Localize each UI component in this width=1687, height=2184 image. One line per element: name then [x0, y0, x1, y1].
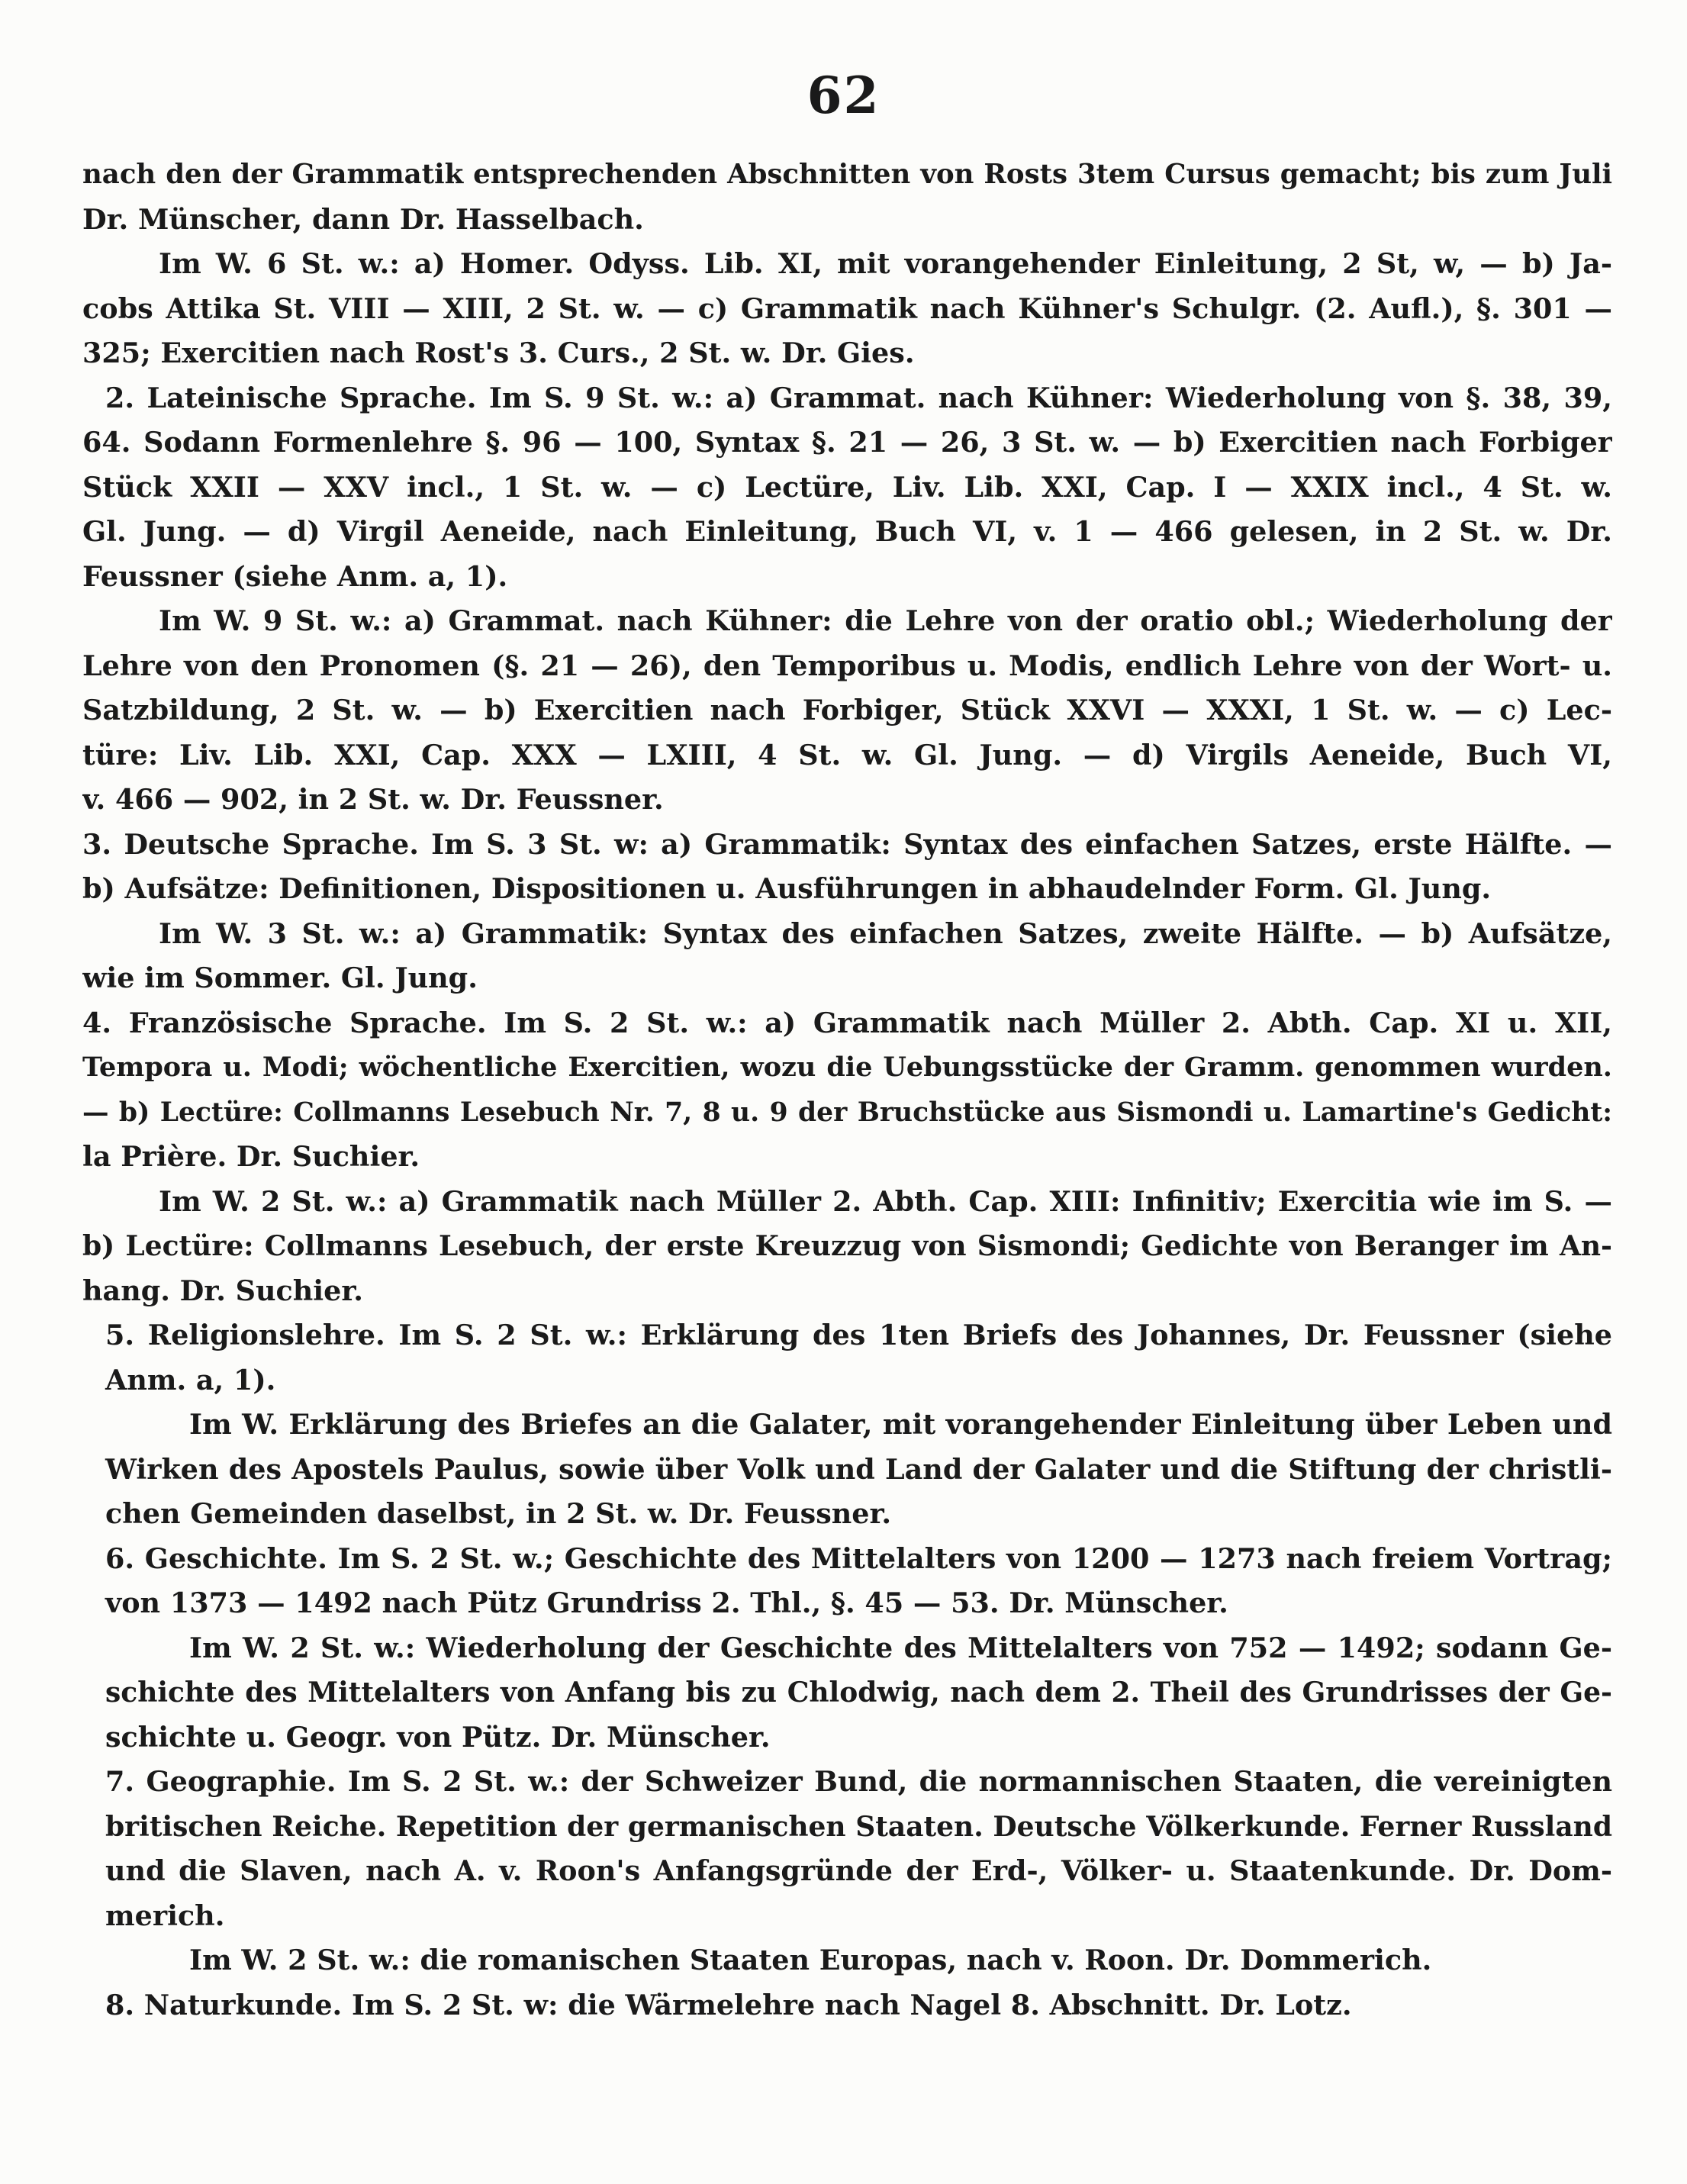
- text-line: Tempora u. Modi; wöchentliche Exercitien, wozu die Uebungsstücke der Gramm. genommen wurden.: [82, 1052, 1612, 1083]
- text-line: 64. Sodann Formenlehre §. 96 — 100, Syntax §. 21 — 26, 3 St. w. — b) Exercitien nach Forbiger: [82, 426, 1612, 459]
- text-line: 3. Deutsche Sprache. Im S. 3 St. w: a) Grammatik: Syntax des einfachen Satzes, erste Hälfte. —: [82, 827, 1612, 861]
- text-line: 5. Religionslehre. Im S. 2 St. w.: Erklärung des 1ten Briefs des Johannes, Dr. Feussner (siehe: [105, 1319, 1612, 1351]
- text-line: Gl. Jung. — d) Virgil Aeneide, nach Einleitung, Buch VI, v. 1 — 466 gelesen, in 2 St. w. Dr.: [82, 515, 1612, 548]
- text-line: Im W. 9 St. w.: a) Grammat. nach Kühner: die Lehre von der oratio obl.; Wiederholung der: [159, 604, 1612, 637]
- text-line: wie im Sommer. Gl. Jung.: [82, 962, 478, 994]
- text-line: Im W. 6 St. w.: a) Homer. Odyss. Lib. XI, mit vorangehender Einleitung, 2 St, w, — b) Ja-: [159, 247, 1612, 280]
- text-line: Dr. Münscher, dann Dr. Hasselbach.: [82, 202, 644, 236]
- text-line: schichte des Mittelalters von Anfang bis zu Chlodwig, nach dem 2. Theil des Grundrisses der Ge-: [105, 1677, 1612, 1709]
- text-line: chen Gemeinden daselbst, in 2 St. w. Dr. Feussner.: [105, 1497, 892, 1530]
- text-line: Satzbildung, 2 St. w. — b) Exercitien nach Forbiger, Stück XXVI — XXXI, 1 St. w. — c) Lec-: [82, 694, 1612, 726]
- text-line: b) Aufsätze: Definitionen, Dispositionen u. Ausführungen in abhaudelnder Form. Gl. Jung.: [82, 872, 1492, 905]
- text-line: hang. Dr. Suchier.: [82, 1274, 363, 1307]
- text-line: britischen Reiche. Repetition der germanischen Staaten. Deutsche Völkerkunde. Ferner Russland: [105, 1810, 1612, 1843]
- text-line: Stück XXII — XXV incl., 1 St. w. — c) Lectüre, Liv. Lib. XXI, Cap. I — XXIX incl., 4 St. w.: [82, 470, 1612, 504]
- text-line: merich.: [105, 1899, 225, 1932]
- text-line: schichte u. Geogr. von Pütz. Dr. Münscher.: [105, 1720, 771, 1754]
- text-line: Feussner (siehe Anm. a, 1).: [82, 559, 508, 593]
- text-line: von 1373 — 1492 nach Pütz Grundriss 2. Thl., §. 45 — 53. Dr. Münscher.: [105, 1586, 1228, 1619]
- text-line: 6. Geschichte. Im S. 2 St. w.; Geschichte des Mittelalters von 1200 — 1273 nach freiem Vortrag;: [105, 1541, 1612, 1575]
- text-line: v. 466 — 902, in 2 St. w. Dr. Feussner.: [82, 783, 664, 816]
- text-line: Lehre von den Pronomen (§. 21 — 26), den Temporibus u. Modis, endlich Lehre von der Wort- u.: [82, 649, 1612, 682]
- text-line: Im W. 2 St. w.: Wiederholung der Geschichte des Mittelalters von 752 — 1492; sodann Ge-: [189, 1631, 1612, 1664]
- text-line: 4. Französische Sprache. Im S. 2 St. w.: a) Grammatik nach Müller 2. Abth. Cap. XI u. XII,: [82, 1006, 1612, 1039]
- text-line: türe: Liv. Lib. XXI, Cap. XXX — LXIII, 4 St. w. Gl. Jung. — d) Virgils Aeneide, Buch VI,: [82, 738, 1612, 771]
- text-line: 7. Geographie. Im S. 2 St. w.: der Schweizer Bund, die normannischen Staaten, die vereinigten: [105, 1765, 1612, 1798]
- text-line: b) Lectüre: Collmanns Lesebuch, der erste Kreuzzug von Sismondi; Gedichte von Beranger im An-: [82, 1230, 1612, 1262]
- text-line: nach den der Grammatik entsprechenden Abschnitten von Rosts 3tem Cursus gemacht; bis zum Juli: [82, 159, 1612, 190]
- text-line: 8. Naturkunde. Im S. 2 St. w: die Wärmelehre nach Nagel 8. Abschnitt. Dr. Lotz.: [105, 1988, 1352, 2021]
- text-line: Im W. 2 St. w.: die romanischen Staaten Europas, nach v. Roon. Dr. Dommerich.: [189, 1944, 1432, 1976]
- body-text: [82, 153, 1612, 2028]
- text-line: cobs Attika St. VIII — XIII, 2 St. w. — c) Grammatik nach Kühner's Schulgr. (2. Aufl.), §. 301 —: [82, 292, 1612, 325]
- page-number: 62: [806, 66, 881, 125]
- text-line: 325; Exercitien nach Rost's 3. Curs., 2 St. w. Dr. Gies.: [82, 337, 915, 369]
- text-line: Im W. 2 St. w.: a) Grammatik nach Müller 2. Abth. Cap. XIII: Infinitiv; Exercitia wie im S. —: [159, 1184, 1612, 1218]
- text-line: la Prière. Dr. Suchier.: [82, 1140, 420, 1173]
- text-line: 2. Lateinische Sprache. Im S. 9 St. w.: a) Grammat. nach Kühner: Wiederholung von §. 38, 39,: [105, 381, 1612, 414]
- text-line: und die Slaven, nach A. v. Roon's Anfangsgründe der Erd-, Völker- u. Staatenkunde. Dr. Dom-: [105, 1854, 1612, 1887]
- text-line: Anm. a, 1).: [105, 1363, 276, 1396]
- text-line: — b) Lectüre: Collmanns Lesebuch Nr. 7, 8 u. 9 der Bruchstücke aus Sismondi u. Lamartine's Gedicht:: [82, 1097, 1612, 1128]
- text-line: Im W. Erklärung des Briefes an die Galater, mit vorangehender Einleitung über Leben und: [189, 1408, 1612, 1441]
- text-line: Wirken des Apostels Paulus, sowie über Volk und Land der Galater und die Stiftung der christli-: [105, 1452, 1612, 1486]
- text-line: Im W. 3 St. w.: a) Grammatik: Syntax des einfachen Satzes, zweite Hälfte. — b) Aufsätze,: [159, 916, 1612, 950]
